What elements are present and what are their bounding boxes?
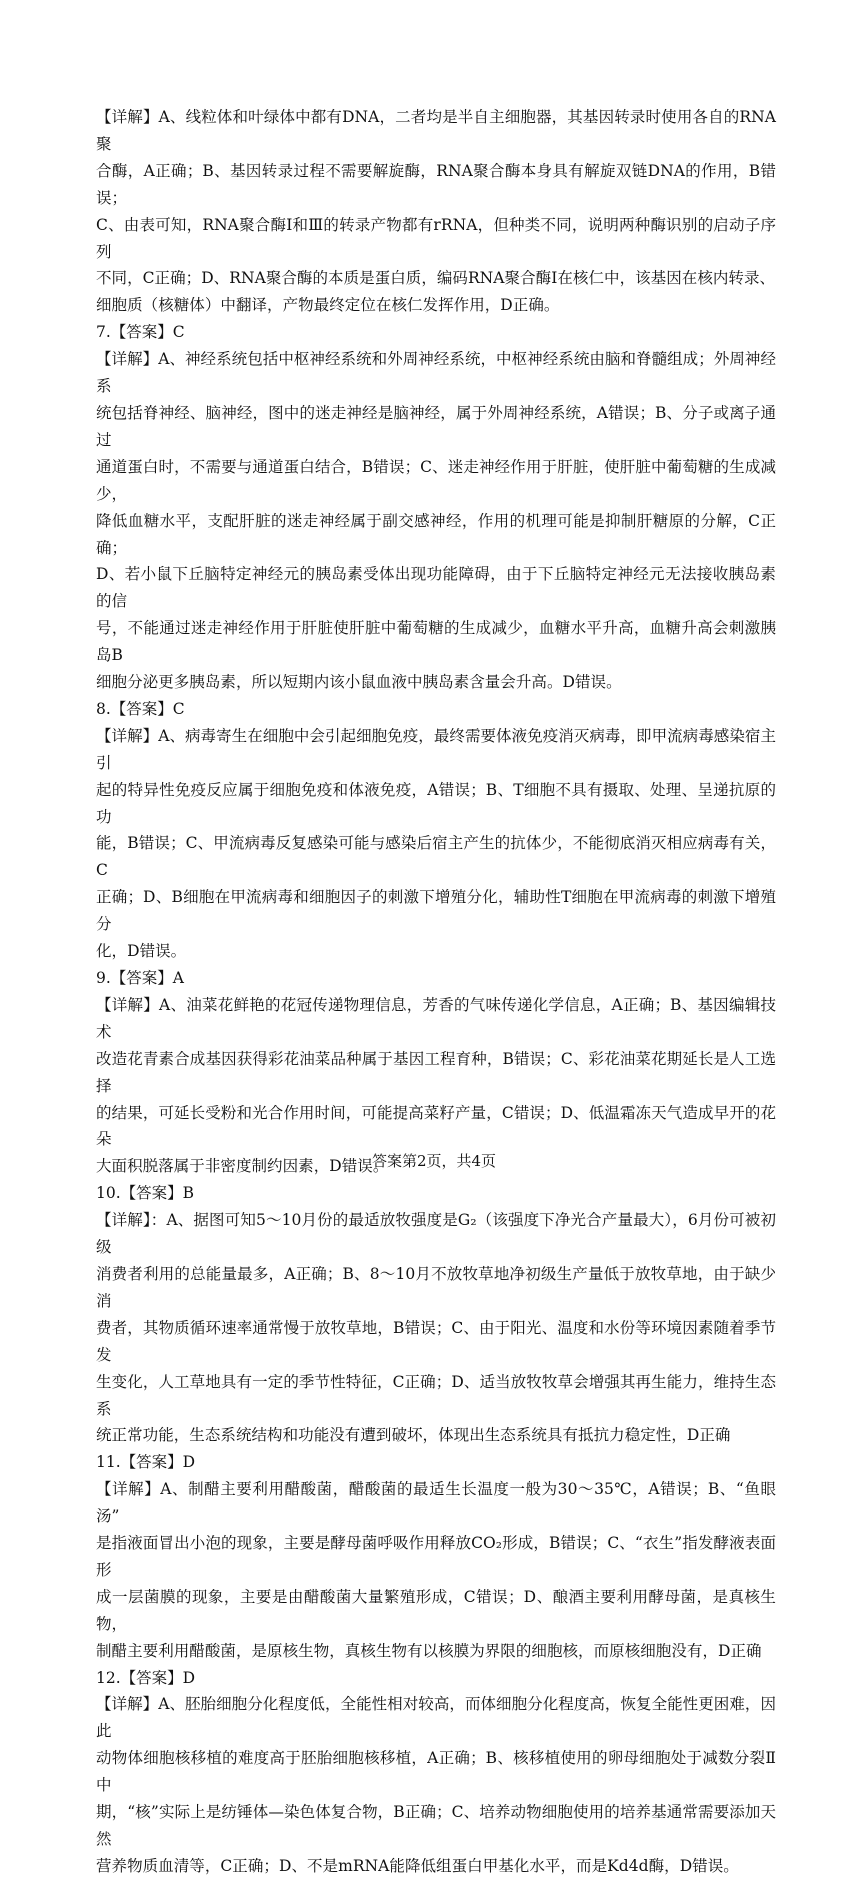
text-line: 统包括脊神经、脑神经，图中的迷走神经是脑神经，属于外周神经系统，A错误；B、分子或离子通过 [96, 403, 776, 449]
detail-q10 [96, 1207, 776, 1449]
text-line: 能，B错误；C、甲流病毒反复感染可能与感染后宿主产生的抗体少，不能彻底消灭相应病毒有关，C [96, 834, 776, 880]
answer-q11: 11.【答案】D [96, 1453, 196, 1472]
answer-q8: 8.【答案】C [96, 699, 185, 718]
text-line: 制醋主要利用醋酸菌，是原核生物，真核生物有以核膜为界限的细胞核，而原核细胞没有，D正确 [96, 1641, 762, 1660]
detail-q7 [96, 346, 776, 696]
text-line: 起的特异性免疫反应属于细胞免疫和体液免疫，A错误；B、T细胞不具有摄取、处理、呈递抗原的功 [96, 780, 776, 826]
text-line: 生变化，人工草地具有一定的季节性特征，C正确；D、适当放牧牧草会增强其再生能力，维持生态系 [96, 1372, 776, 1418]
text-line: 【详解】A、油菜花鲜艳的花冠传递物理信息，芳香的气味传递化学信息，A正确；B、基因编辑技术 [96, 995, 776, 1041]
text-line: 动物体细胞核移植的难度高于胚胎细胞核移植，A正确；B、核移植使用的卵母细胞处于减数分裂Ⅱ中 [96, 1749, 776, 1795]
text-line: 不同，C正确；D、RNA聚合酶的本质是蛋白质，编码RNA聚合酶Ⅰ在核仁中，该基因在核内转录、 [96, 269, 776, 288]
text-line: 是指液面冒出小泡的现象，主要是酵母菌呼吸作用释放CO₂形成，B错误；C、“衣生”指发酵液表面形 [96, 1534, 776, 1579]
page-footer: 答案第2页，共4页 [371, 1152, 497, 1170]
text-line: 统正常功能，生态系统结构和功能没有遭到破坏，体现出生态系统具有抵抗力稳定性，D正确 [96, 1426, 731, 1445]
answer-q9: 9.【答案】A [96, 969, 184, 987]
text-line: 号，不能通过迷走神经作用于肝脏使肝脏中葡萄糖的生成减少，血糖水平升高，血糖升高会刺激胰岛B [96, 619, 776, 665]
text-line: 期，“核”实际上是纺锤体—染色体复合物，B正确；C、培养动物细胞使用的培养基通常需要添加天然 [96, 1803, 776, 1848]
text-line: 费者，其物质循环速率通常慢于放牧草地，B错误；C、由于阳光、温度和水份等环境因素随着季节发 [96, 1318, 776, 1364]
detail-q11 [96, 1476, 776, 1664]
text-line: 合酶，A正确；B、基因转录过程不需要解旋酶，RNA聚合酶本身具有解旋双链DNA的作用，B错误； [96, 161, 776, 207]
detail-q6 [96, 104, 776, 319]
text-line: 细胞质（核糖体）中翻译，产物最终定位在核仁发挥作用，D正确。 [96, 296, 560, 315]
text-line: 大面积脱落属于非密度制约因素，D错误。 [96, 1157, 389, 1176]
text-line: 【详解】A、胚胎细胞分化程度低，全能性相对较高，而体细胞分化程度高，恢复全能性更困难，因此 [96, 1695, 776, 1741]
text-line: C、由表可知，RNA聚合酶Ⅰ和Ⅲ的转录产物都有rRNA，但种类不同，说明两种酶识别的启动子序列 [96, 215, 776, 261]
text-line: 【详解】A、线粒体和叶绿体中都有DNA，二者均是半自主细胞器，其基因转录时使用各自的RNA聚 [96, 108, 776, 153]
text-line: 成一层菌膜的现象，主要是由醋酸菌大量繁殖形成，C错误；D、酿酒主要利用酵母菌，是真核生物， [96, 1587, 776, 1633]
text-line: D、若小鼠下丘脑特定神经元的胰岛素受体出现功能障碍，由于下丘脑特定神经元无法接收胰岛素的信 [96, 565, 776, 611]
text-line: 【详解】A、病毒寄生在细胞中会引起细胞免疫，最终需要体液免疫消灭病毒，即甲流病毒感染宿主引 [96, 726, 776, 772]
answer-q10: 10.【答案】B [96, 1184, 195, 1203]
text-line: 降低血糖水平，支配肝脏的迷走神经属于副交感神经，作用的机理可能是抑制肝糖原的分解，C正确； [96, 511, 776, 557]
detail-q12 [96, 1691, 776, 1879]
text-line: 细胞分泌更多胰岛素，所以短期内该小鼠血液中胰岛素含量会升高。D错误。 [96, 673, 622, 692]
text-line: 改造花青素合成基因获得彩花油菜品种属于基因工程育种，B错误；C、彩花油菜花期延长是人工选择 [96, 1049, 776, 1095]
text-line: 【详解】A、神经系统包括中枢神经系统和外周神经系统，中枢神经系统由脑和脊髓组成；外周神经系 [96, 350, 776, 396]
answer-q7: 7.【答案】C [96, 323, 185, 342]
text-line: 营养物质血清等，C正确；D、不是mRNA能降低组蛋白甲基化水平，而是Kd4d酶，D错误。 [96, 1856, 739, 1875]
text-line: 化，D错误。 [96, 942, 187, 961]
text-line: 消费者利用的总能量最多，A正确；B、8～10月不放牧草地净初级生产量低于放牧草地，由于缺少消 [96, 1264, 776, 1310]
detail-q8 [96, 723, 776, 965]
text-line: 的结果，可延长受粉和光合作用时间，可能提高菜籽产量，C错误；D、低温霜冻天气造成早开的花朵 [96, 1103, 776, 1149]
answer-q12: 12.【答案】D [96, 1668, 196, 1687]
text-line: 【详解】：A、据图可知5～10月份的最适放牧强度是G₂（该强度下净光合产量最大），6月份可被初级 [96, 1211, 776, 1257]
text-line: 通道蛋白时，不需要与通道蛋白结合，B错误；C、迷走神经作用于肝脏，使肝脏中葡萄糖的生成减少， [96, 457, 776, 503]
text-line: 【详解】A、制醋主要利用醋酸菌，醋酸菌的最适生长温度一般为30～35℃，A错误；B、“鱼眼汤” [96, 1480, 776, 1526]
text-line: 正确；D、B细胞在甲流病毒和细胞因子的刺激下增殖分化，辅助性T细胞在甲流病毒的刺激下增殖分 [96, 888, 776, 934]
